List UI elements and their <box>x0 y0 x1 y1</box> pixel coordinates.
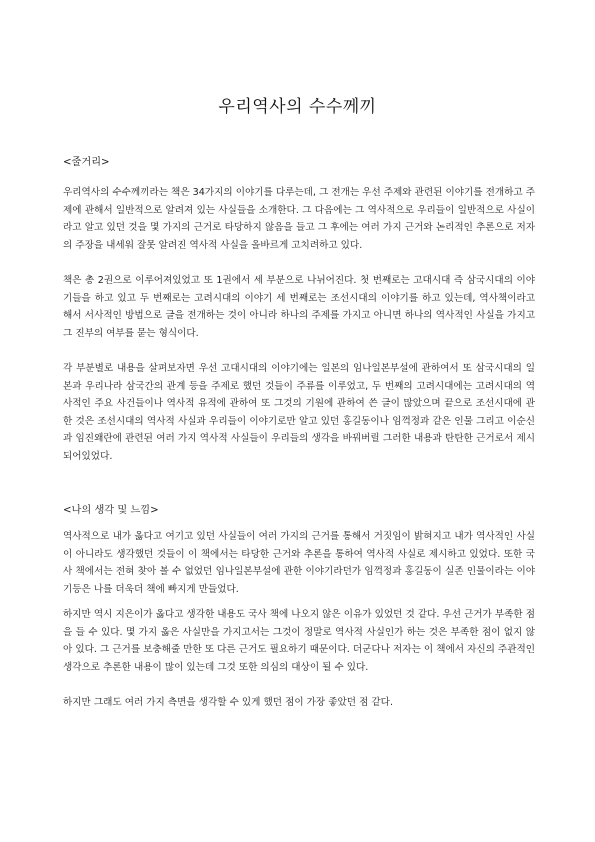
page-title: 우리역사의 수수께끼 <box>218 97 377 117</box>
summary-paragraph-1: 우리역사의 수수께끼라는 책은 34가지의 이야기를 다루는데, 그 전개는 우선 주제와 관련된 이야기를 전개하고 주제에 관해서 일반적으로 알려져 있는 사실들을 소개한다. 그 다음에는 그 역사적으로 우리들이 일반적으로 사실이라고 알고 있던 것을 몇 가지의 근거로 타당하지 않음을 들고 그 후에는 여러 가지 근거와 논리적인 추론으로 저자의 주장을 내세워 잘못 알려진 역사적 사실을 올바르게 고치려하고 있다. <box>63 187 535 251</box>
opinion-paragraph-1: 역사적으로 내가 옳다고 여기고 있던 사실들이 여러 가지의 근거를 통해서 거짓임이 밝혀지고 내가 역사적인 사실이 아니라도 생각했던 것들이 이 책에서는 타당한 근거와 추론을 통하여 역사적 사실로 제시하고 있었다. 또한 국사 책에서는 전혀 찾아 볼 수 없었던 임나일본부설에 관한 이야기라던가 임꺽정과 홍길동이 실존 인물이라는 이야기등은 나를 더욱더 책에 빠지게 만들었다. <box>63 531 535 595</box>
opinion-paragraph-3: 하지만 그래도 여러 가지 측면을 생각할 수 있게 했던 점이 가장 좋았던 점 같다. <box>63 697 393 708</box>
summary-paragraph-2: 책은 총 2권으로 이루어져있었고 또 1권에서 세 부분으로 나뉘어진다. 첫 번째로는 고대시대 즉 삼국시대의 이야기들을 하고 있고 두 번째로는 고려시대의 이야기 세 번째로는 조선시대의 이야기를 하고 있는데, 역사책이라고 해서 서사적인 방법으로 글을 전개하는 것이 아니라 하나의 주제를 가지고 아니면 하나의 역사적인 사실을 가지고 그 진부의 여부를 묻는 형식이다. <box>63 275 535 339</box>
summary-heading: <줄거리> <box>63 157 110 168</box>
opinion-heading: <나의 생각 및 느낌> <box>63 505 159 516</box>
summary-paragraph-3: 각 부분별로 내용을 살펴보자면 우선 고대시대의 이야기에는 일본의 임나일본부설에 관하여서 또 삼국시대의 일본과 우리나라 삼국간의 관계 등을 주제로 했던 것들이 주류를 이루었고, 두 번째의 고려시대에는 고려시대의 역사적인 주요 사건들이나 역사적 유적에 관하여 또 그것의 기원에 관하여 쓴 글이 많았으며 끝으로 조선시대에 관한 것은 조선시대의 역사적 사실과 우리들이 이야기로만 알고 있던 홍길동이나 임꺽정과 같은 인물 그리고 이순신과 임진왜란에 관련된 여러 가지 역사적 사실들이 우리들의 생각을 바꿔버릴 그러한 내용과 탄탄한 근거로서 제시되어있었다. <box>63 363 535 462</box>
opinion-paragraph-2: 하지만 역시 지은이가 옳다고 생각한 내용도 국사 책에 나오지 않은 이유가 있었던 것 같다. 우선 근거가 부족한 점을 들 수 있다. 몇 가지 옳은 사실만을 가지고서는 그것이 정말로 역사적 사실인가 하는 것은 부족한 점이 없지 않아 있다. 그 근거를 보충해줄 만한 또 다른 근거도 필요하기 때문이다. 더군다나 저자는 이 책에서 자신의 주관적인 생각으로 추론한 내용이 많이 있는데 그것 또한 의심의 대상이 될 수 있다. <box>63 609 535 673</box>
